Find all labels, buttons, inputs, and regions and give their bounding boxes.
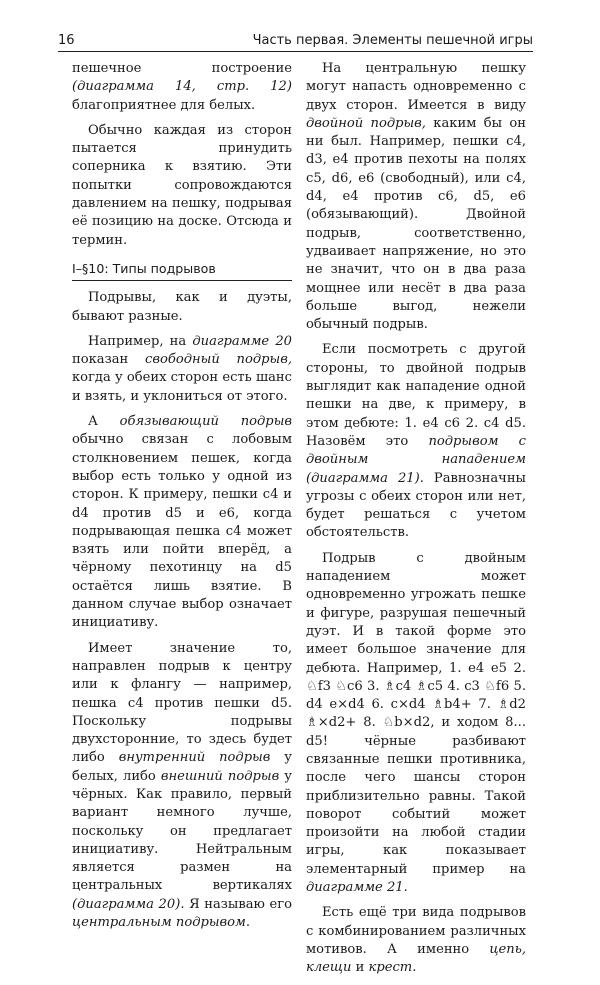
header-rule: [58, 51, 533, 52]
running-title: Часть первая. Элементы пешечной игры: [252, 33, 533, 48]
text-run: и: [351, 960, 369, 976]
italic-text: диаграмме 20: [192, 333, 292, 349]
paragraph: [72, 289, 292, 326]
paragraph: [306, 904, 526, 977]
text-run: благоприятнее для белых.: [72, 97, 256, 113]
italic-text: диаграмме 21: [306, 880, 404, 896]
text-run: Подрывы, как и дуэты, бывают разные.: [72, 290, 292, 324]
paragraph: [72, 122, 292, 250]
text-run: каким бы он ни был. Например, пешки c4, d3, e4 против пехоты на полях c5, d6, e6 (свободный), или c4, d4, e4 против c6, d5, e6 (обязывающий). Двойной подрыв, соответственно, удваивает напряжение, но это не значит, что он в два раза мощнее или несёт в два раза больше выгод, нежели обычный подрыв.: [306, 115, 526, 333]
text-run: .: [412, 960, 417, 976]
text-run: у чёрных. Как правило, первый вариант немного лучше, поскольку он предлагает инициативу. Нейтральным является размен на центральных вертикалях: [72, 768, 292, 894]
italic-text: обязывающий подрыв: [119, 414, 292, 430]
text-run: Подрыв с двойным нападением может одновременно угрожать пешке и фигуре, разрушая пешечный дуэт. И в такой форме это имеет большое значение для дебюта. Например, 1. e4 e5 2. ♘f3 ♘c6 3. ♗c4 ♗c5 4. c3 ♘f6 5. d4 e×d4 6. c×d4 ♗b4+ 7. ♗d2 ♗×d2+ 8. ♘b×d2, и ходом 8... d5! чёрные разбивают связанные пешки противника, после чего шансы сторон приблизительно равны. Такой поворот событий может произойти на любой стадии игры, как показывает элементарный пример на: [306, 550, 526, 877]
running-header: [58, 30, 533, 52]
text-run: Есть ещё три вида подрывов с комбинированием различных мотивов. А именно: [306, 905, 526, 957]
italic-text: внутренний подрыв: [118, 750, 271, 766]
paragraph: [306, 60, 526, 334]
paragraph: [306, 550, 526, 898]
text-run: Например, на: [88, 333, 193, 349]
paragraph: [72, 413, 292, 633]
text-run: .: [245, 915, 251, 931]
text-run: у белых, либо: [72, 750, 292, 784]
italic-text: (диаграмма 20).: [72, 896, 185, 912]
page-number: 16: [58, 33, 75, 48]
text-run: Обычно каждая из сторон пытается принудить соперника к взятию. Эти попытки сопровождаются давлением на пешку, подрывая её позицию на доске. Отсюда и термин.: [72, 122, 292, 248]
italic-text: свободный подрыв,: [145, 352, 292, 368]
italic-text: (диаграмма 14, стр. 12): [72, 79, 292, 95]
left-column: [72, 60, 292, 939]
italic-text: крест: [368, 960, 413, 976]
italic-text: внешний подрыв: [160, 768, 280, 784]
italic-text: двойной подрыв,: [306, 115, 426, 131]
text-run: Если посмотреть с другой стороны, то двойной подрыв выглядит как нападение одной пешки на две, к примеру, в этом дебюте: 1. e4 c6 2. c4 d5. Назовём это: [306, 342, 526, 449]
right-column: [306, 60, 526, 985]
italic-text: подрывом с двойным нападением (диаграмма 21).: [306, 433, 526, 486]
paragraph: [72, 333, 292, 406]
italic-text: цепь, клещи: [306, 941, 526, 976]
text-run: когда у обеих сторон есть шанс и взять, и уклониться от этого.: [72, 370, 292, 404]
text-run: обычно связан с лобовым столкновением пешек, когда выбор есть только у одной из сторон. К примеру, пешки c4 и d4 против d5 и e6, когда подрывающая пешка c4 может взять или пойти вперёд, а чёрному пехотинцу на d5 остаётся лишь взятие. В данном случае выбор означает инициативу.: [72, 432, 292, 631]
text-run: Имеет значение то, направлен подрыв к центру или к флангу — например, пешка c4 против пешки d5. Поскольку подрывы двухсторонние, то здесь будет либо: [72, 640, 292, 766]
text-run: .: [403, 880, 408, 896]
text-run: Я называю его: [184, 896, 292, 912]
text-run: показан: [72, 352, 146, 368]
text-run: А: [88, 414, 120, 430]
paragraph: [306, 341, 526, 542]
italic-text: центральным подрывом: [72, 915, 246, 931]
section-heading: I–§10: Типы подрывов: [72, 260, 292, 281]
text-run: пешечное построение: [72, 61, 292, 76]
text-run: На центральную пешку могут напасть одновременно с двух сторон. Имеется в виду: [306, 61, 526, 113]
paragraph: [72, 60, 292, 115]
paragraph: [72, 640, 292, 933]
text-run: Равнозначны угрозы с обеих сторон или нет, будет решаться с учетом обстоятельств.: [306, 470, 526, 541]
